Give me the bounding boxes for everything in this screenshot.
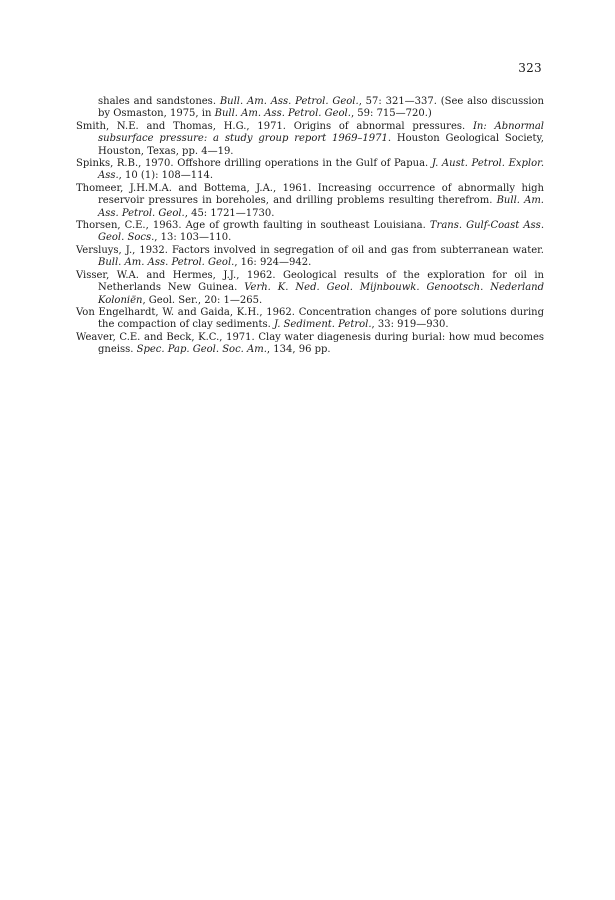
reference-text: , 134, 96 pp. — [266, 344, 331, 356]
reference-source-title: Bull. Am. Ass. Petrol. Geol. — [98, 257, 235, 269]
reference-source-title: Bull. Am. Ass. Petrol. Geol. — [98, 195, 544, 219]
reference-text: , 57: 321—337. (See also discussion by Osmaston, 1975, in — [98, 96, 544, 120]
reference-entry — [76, 220, 544, 245]
page-number: 323 — [518, 61, 542, 75]
reference-source-title: In: Abnormal subsurface pressure: a study group report 1969–1971. — [98, 120, 545, 145]
reference-entry — [76, 158, 544, 183]
reference-entry — [76, 121, 544, 158]
reference-source-title: J. Sediment. Petrol. — [273, 319, 372, 331]
reference-text: , 33: 919—930. — [371, 319, 449, 331]
reference-source-title: Bull. Am. Ass. Petrol. Geol. — [219, 96, 359, 107]
reference-source-title: Verh. K. Ned. Geol. Mijnbouwk. Genootsch. Nederland Koloniën — [98, 282, 544, 306]
reference-entry-continued — [76, 96, 544, 121]
reference-text: , 16: 924—942. — [234, 257, 312, 269]
reference-source-title: Bull. Am. Ass. Petrol. Geol. — [214, 108, 351, 120]
reference-text: shales and sandstones. — [98, 96, 220, 107]
reference-entry — [76, 270, 544, 307]
reference-text: Thomeer, J.H.M.A. and Bottema, J.A., 1961. Increasing occurrence of abnormally high reservoir pressures in boreholes, and drilling problems resulting therefrom. — [76, 182, 544, 207]
reference-entry — [76, 245, 544, 270]
reference-source-title: Spec. Pap. Geol. Soc. Am. — [136, 344, 267, 356]
reference-text: Weaver, C.E. and Beck, K.C., 1971. Clay water diagenesis during burial: how mud becomes gneiss. — [76, 331, 544, 356]
reference-text: , 59: 715—720.) — [350, 108, 432, 120]
reference-text: Smith, N.E. and Thomas, H.G., 1971. Origins of abnormal pressures. — [76, 120, 473, 132]
reference-entry — [76, 183, 544, 220]
reference-text: Houston Geological Society, Houston, Texas, pp. 4—19. — [98, 133, 544, 157]
reference-text: , 10 (1): 108—114. — [118, 170, 213, 182]
reference-text: Thorsen, C.E., 1963. Age of growth faulting in southeast Louisiana. — [76, 220, 430, 232]
reference-text: , 45: 1721—1730. — [184, 207, 275, 219]
reference-source-title: Trans. Gulf-Coast Ass. Geol. Socs. — [98, 220, 544, 244]
reference-text: Visser, W.A. and Hermes, J.J., 1962. Geological results of the exploration for oil in Netherlands New Guinea. — [76, 269, 544, 294]
reference-entry — [76, 307, 544, 332]
reference-text: Von Engelhardt, W. and Gaida, K.H., 1962. Concentration changes of pore solutions during the compaction of clay sediments. — [76, 306, 544, 331]
reference-text: , 13: 103—110. — [154, 232, 232, 244]
reference-entry — [76, 332, 544, 357]
reference-text: , Geol. Ser., 20: 1—265. — [142, 294, 263, 306]
reference-source-title: J. Aust. Petrol. Explor. Ass. — [98, 158, 544, 182]
reference-text: Versluys, J., 1932. Factors involved in segregation of oil and gas from subterranean water. — [76, 244, 544, 256]
reference-list — [76, 96, 544, 357]
reference-text: Spinks, R.B., 1970. Offshore drilling operations in the Gulf of Papua. — [76, 158, 432, 170]
